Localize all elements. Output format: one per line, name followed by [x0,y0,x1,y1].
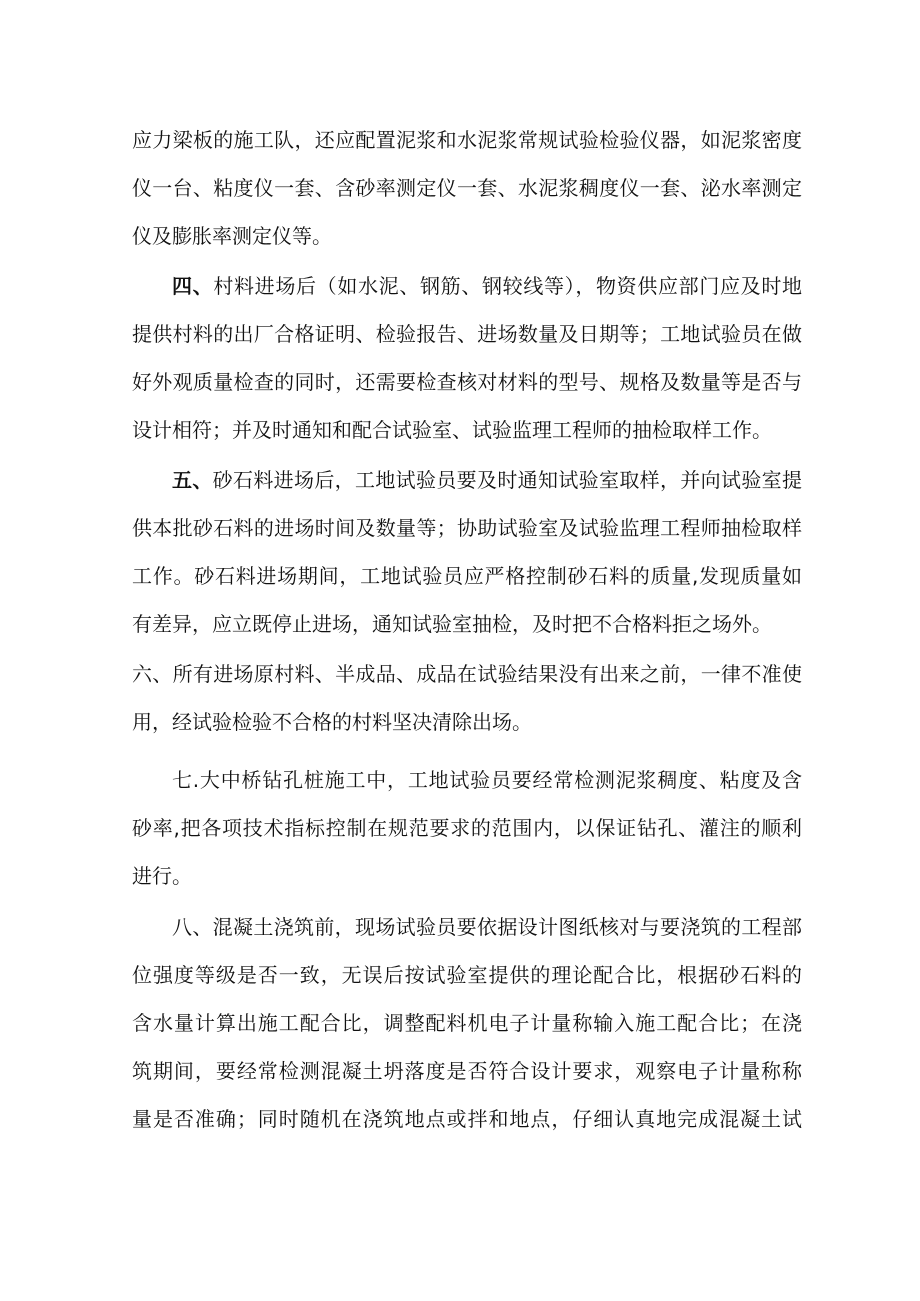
text-line [132,456,802,504]
text-line-content: 砂石料进场后，工地试验员要及时通知试验室取样，并向试验室提 [212,468,802,492]
text-line: 位强度等级是否一致，无误后按试验室提供的理论配合比，根据砂石料的 [132,963,802,987]
text-line: 含水量计算出施工配合比，调整配料机电子计量称输入施工配合比；在浇 [132,1011,802,1035]
text-line [132,262,802,310]
text-line: 应力梁板的施工队，还应配置泥浆和水泥浆常规试验检验仪器，如泥浆密度 [132,128,802,152]
paragraph-section-7 [132,756,802,900]
text-line: 六、所有进场原村料、半成品、成品在试验结果没有出来之前，一律不准使 [132,662,802,686]
text-line: 好外观质量检查的同时，还需要检查核对材料的型号、规格及数量等是否与 [132,370,802,394]
text-line: 有差异，应立既停止进场，通知试验室抽检，及时把不合格料拒之场外。 [132,612,772,636]
paragraph-section-8 [132,903,802,1143]
text-line: 八、混凝土浇筑前，现场试验员要依据设计图纸核对与要浇筑的工程部 [172,915,802,939]
text-line: 提供村料的出厂合格证明、检验报告、进场数量及日期等；工地试验员在做 [132,322,802,346]
paragraph-section-4 [132,262,802,454]
paragraph-section-6 [132,650,802,746]
text-line: 设计相符；并及时通知和配合试验室、试验监理工程师的抽检取样工作。 [132,418,772,442]
text-line: 供本批砂石料的进场时间及数量等；协助试验室及试验监理工程师抽检取样 [132,516,802,540]
text-line: 七.大中桥钻孔桩施工中，工地试验员要经常检测泥浆稠度、粘度及含 [172,768,802,792]
text-line: 量是否准确；同时随机在浇筑地点或拌和地点，仔细认真地完成混凝土试 [132,1107,802,1131]
section-4-heading: 四、 [172,274,214,298]
text-line: 用，经试验检验不合格的村料坚决清除出场。 [132,710,532,734]
text-line: 进行。 [132,864,192,888]
text-line: 砂率,把各项技术指标控制在规范要求的范围内，以保证钻孔、灌注的顺利 [132,816,802,840]
text-line: 仪及膨胀率测定仪等。 [132,224,332,248]
text-line: 筑期间，要经常检测混凝土坍落度是否符合设计要求，观察电子计量称称 [132,1059,802,1083]
text-line: 仪一台、粘度仪一套、含砂率测定仪一套、水泥浆稠度仪一套、泌水率测定 [132,176,802,200]
paragraph-section-5 [132,456,802,648]
section-5-heading: 五、 [172,468,213,492]
paragraph-continued [132,116,802,260]
text-line: 工作。砂石料进场期间，工地试验员应严格控制砂石料的质量,发现质量如 [132,564,802,588]
text-line-content: 村料进场后（如水泥、钢筋、钢较线等），物资供应部门应及时地 [213,274,802,298]
